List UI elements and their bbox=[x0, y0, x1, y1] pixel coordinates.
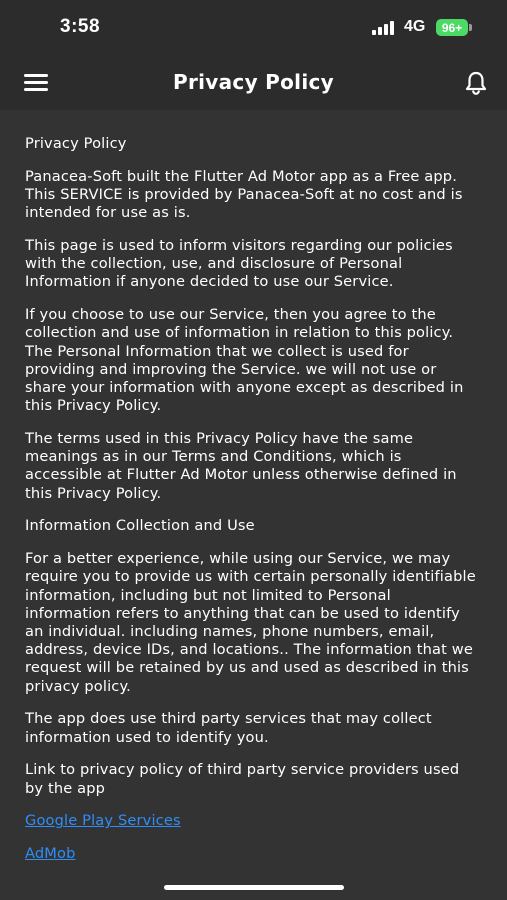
signal-icon bbox=[372, 21, 398, 35]
network-type: 4G bbox=[404, 18, 426, 35]
policy-paragraph: Panacea-Soft built the Flutter Ad Motor app as a Free app. This SERVICE is provided by Panacea-Soft at no cost and is intended for use as is. bbox=[25, 167, 463, 222]
admob-link[interactable]: AdMob bbox=[25, 845, 76, 863]
policy-paragraph: Link to privacy policy of third party service providers used by the app bbox=[25, 761, 460, 797]
home-indicator[interactable] bbox=[164, 885, 344, 890]
google-play-services-link[interactable]: Google Play Services bbox=[25, 812, 181, 830]
status-time: 3:58 bbox=[60, 16, 101, 37]
policy-paragraph: The terms used in this Privacy Policy have the same meanings as in our Terms and Conditions, which is accessible at Flutter Ad Motor unless otherwise defined in this Privacy Policy. bbox=[25, 430, 457, 502]
battery-cap bbox=[469, 24, 472, 31]
policy-paragraph: For a better experience, while using our Service, we may require you to provide us with certain personally identifiable information, including but not limited to Personal information refers to anything that can be used to identify an individual. including names, phone numbers, email, address, device IDs, and locations.. The information that we request will be retained by us and used as described in this privacy policy. bbox=[25, 550, 476, 695]
policy-paragraph: The app does use third party services that may collect information used to identify you. bbox=[25, 710, 432, 746]
policy-heading: Privacy Policy bbox=[25, 135, 127, 152]
battery-level: 96+ bbox=[441, 20, 463, 35]
status-bar bbox=[0, 0, 507, 58]
section-heading: Information Collection and Use bbox=[25, 517, 255, 535]
battery-icon bbox=[436, 19, 468, 36]
policy-paragraph: If you choose to use our Service, then you agree to the collection and use of information in relation to this policy. The Personal Information that we collect is used for providing and improving the Service. we will not use or share your information with anyone except as described in this Privacy Policy. bbox=[25, 306, 464, 415]
bell-icon[interactable] bbox=[463, 70, 489, 96]
policy-paragraph: This page is used to inform visitors regarding our policies with the collection, use, and disclosure of Personal Information if anyone decided to use our Service. bbox=[25, 237, 453, 291]
page-title: Privacy Policy bbox=[173, 70, 334, 94]
app-bar bbox=[0, 58, 507, 110]
policy-content[interactable] bbox=[0, 110, 507, 900]
